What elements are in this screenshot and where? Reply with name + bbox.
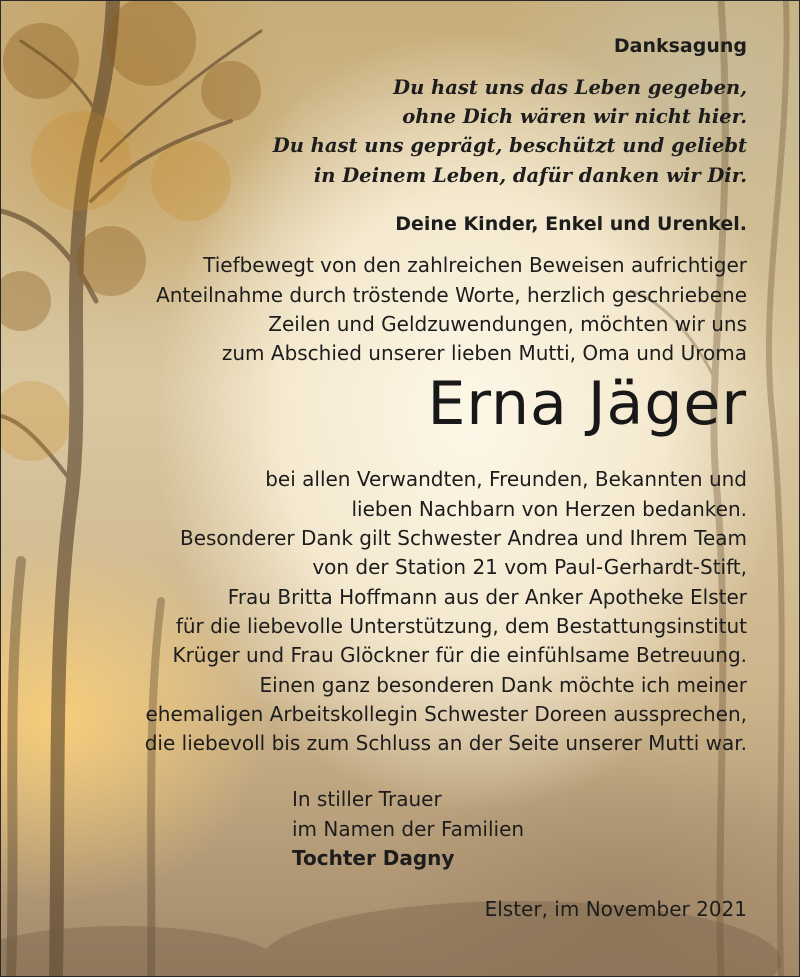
thanks-line: Krüger und Frau Glöckner für die einfühlsame Betreuung. [172,643,747,667]
obituary-text [1,1,800,977]
deceased-name: Erna Jäger [427,369,747,439]
poem-line: ohne Dich wären wir nicht hier. [402,105,747,128]
thanks-line: die liebevoll bis zum Schluss an der Seite unserer Mutti war. [144,731,747,755]
place-date: Elster, im November 2021 [484,897,747,921]
thanks-line: ehemaligen Arbeitskollegin Schwester Doreen aussprechen, [145,702,747,726]
heading: Danksagung [613,35,747,57]
intro-line: Anteilnahme durch tröstende Worte, herzlich geschriebene [156,283,747,307]
signature-line-1: In stiller Trauer [292,787,442,811]
poem-line: Du hast uns geprägt, beschützt und geliebt [272,134,747,157]
thanks-line: von der Station 21 vom Paul-Gerhardt-Stift, [312,555,747,579]
thanks-line: Einen ganz besonderen Dank möchte ich meiner [259,673,747,697]
poem-line: in Deinem Leben, dafür danken wir Dir. [313,164,747,187]
thanks-line: Frau Britta Hoffmann aus der Anker Apotheke Elster [227,585,747,609]
poem-line: Du hast uns das Leben gegeben, [393,76,747,99]
thanks-line: lieben Nachbarn von Herzen bedanken. [351,497,747,521]
poem-signature: Deine Kinder, Enkel und Urenkel. [395,213,747,235]
thanks-line: für die liebevolle Unterstützung, dem Bestattungsinstitut [175,614,747,638]
intro-line: zum Abschied unserer lieben Mutti, Oma und Uroma [221,341,747,365]
signature-name: Tochter Dagny [292,846,455,870]
intro-line: Tiefbewegt von den zahlreichen Beweisen aufrichtiger [203,253,747,277]
thanks-line: bei allen Verwandten, Freunden, Bekannten und [265,467,747,491]
intro-line: Zeilen und Geldzuwendungen, möchten wir uns [268,312,747,336]
thanks-line: Besonderer Dank gilt Schwester Andrea und Ihrem Team [179,526,747,550]
signature-line-2: im Namen der Familien [292,817,525,841]
